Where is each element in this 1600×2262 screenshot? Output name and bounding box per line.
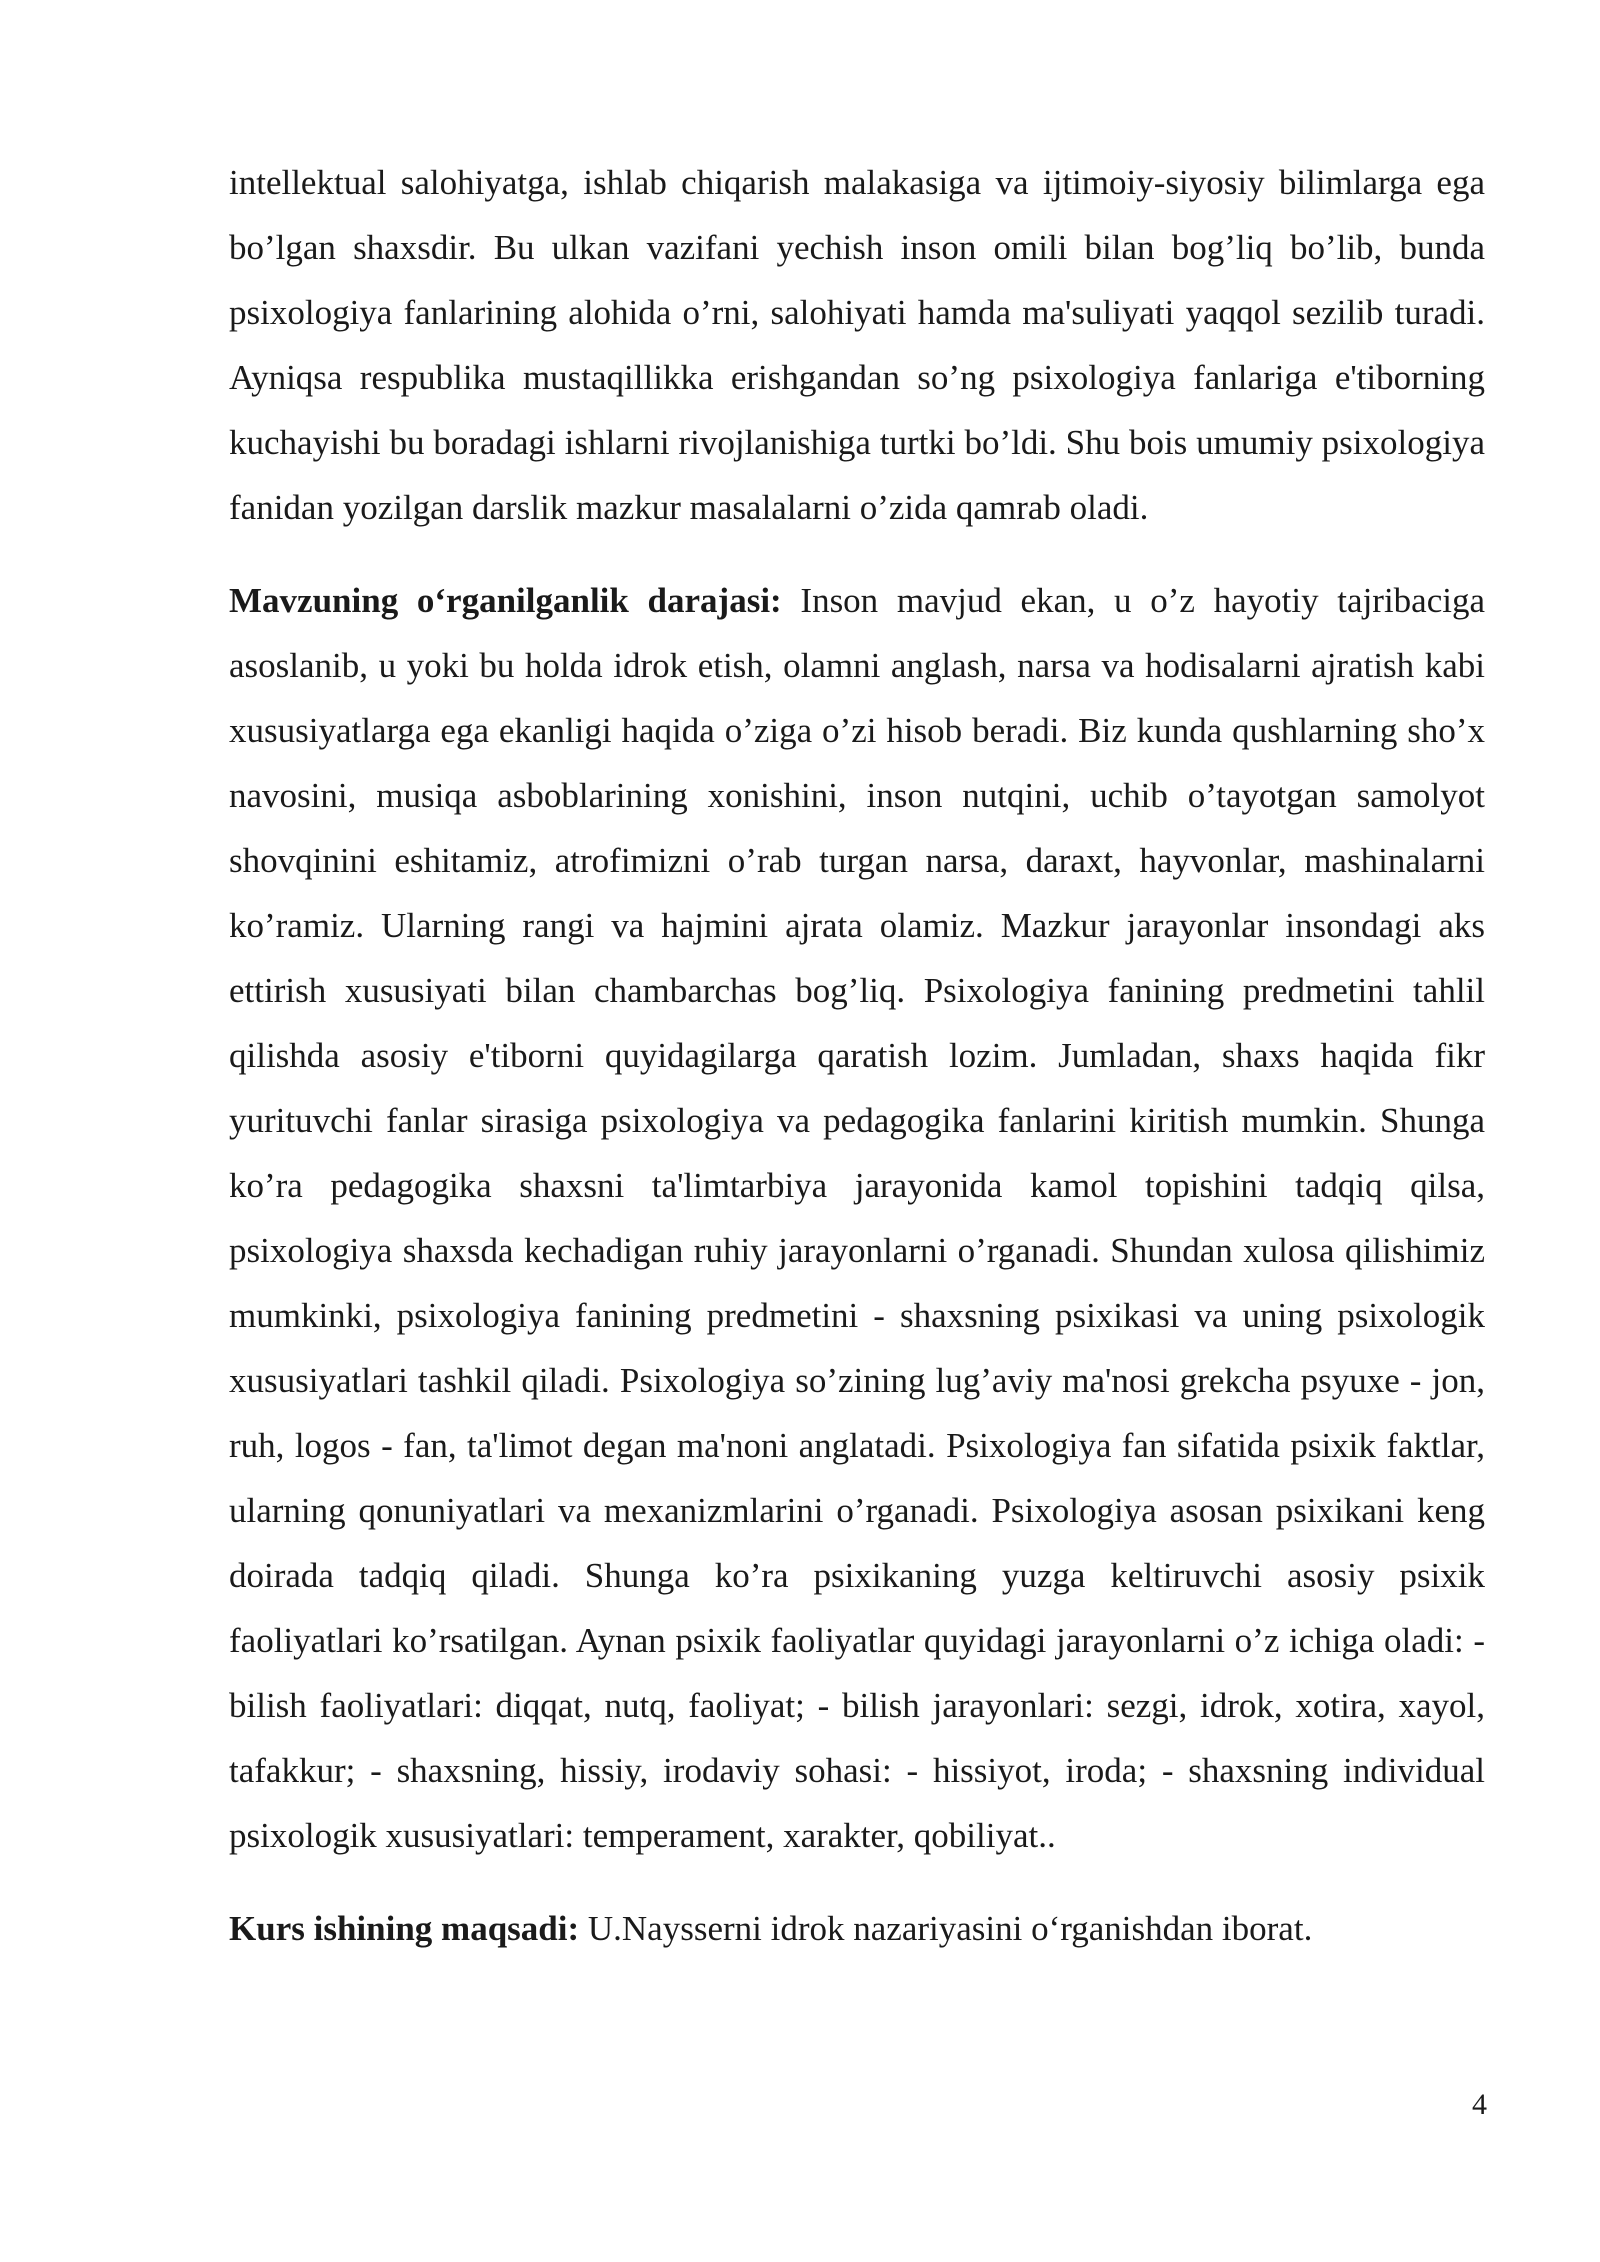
paragraph-research-level (229, 568, 1485, 1868)
research-level-text: Inson mavjud ekan, u o’z hayotiy tajribaciga asoslanib, u yoki bu holda idrok etish, olamni anglash, narsa va hodisalarni ajratish kabi xususiyatlarga ega ekanligi haqida o’ziga o’zi hisob beradi. Biz kunda qushlarning sho’x navosini, musiqa asboblarining xonishini, inson nutqini, uchib o’tayotgan samolyot shovqinini eshitamiz, atrofimizni o’rab turgan narsa, daraxt, hayvonlar, mashinalarni ko’ramiz. Ularning rangi va hajmini ajrata olamiz. Mazkur jarayonlar insondagi aks ettirish xususiyati bilan chambarchas bog’liq. Psixologiya fanining predmetini tahlil qilishda asosiy e'tiborni quyidagilarga qaratish lozim. Jumladan, shaxs haqida fikr yurituvchi fanlar sirasiga psixologiya va pedagogika fanlarini kiritish mumkin. Shunga ko’ra pedagogika shaxsni ta'limtarbiya jarayonida kamol topishini tadqiq qilsa, psixologiya shaxsda kechadigan ruhiy jarayonlarni o’rganadi. Shundan xulosa qilishimiz mumkinki, psixologiya fanining predmetini - shaxsning psixikasi va uning psixologik xususiyatlari tashkil qiladi. Psixologiya so’zining lug’aviy ma'nosi grekcha psyuxe - jon, ruh, logos - fan, ta'limot degan ma'noni anglatadi. Psixologiya fan sifatida psixik faktlar, ularning qonuniyatlari va mexanizmlarini o’rganadi. Psixologiya asosan psixikani keng doirada tadqiq qiladi. Shunga ko’ra psixikaning yuzga keltiruvchi asosiy psixik faoliyatlari ko’rsatilgan. Aynan psixik faoliyatlar quyidagi jarayonlarni o’z ichiga oladi: - bilish faoliyatlari: diqqat, nutq, faoliyat; - bilish jarayonlari: sezgi, idrok, xotira, xayol, tafakkur; - shaxsning, hissiy, irodaviy sohasi: - hissiyot, iroda; - shaxsning individual psixologik xususiyatlari: temperament, xarakter, qobiliyat.. (229, 581, 1485, 1855)
paragraph-course-goal (229, 1896, 1485, 1961)
page-number: 4 (1472, 2088, 1487, 2121)
research-level-heading: Mavzuning oʻrganilganlik darajasi: (229, 581, 782, 620)
page-body (229, 150, 1485, 1961)
paragraph-intro (229, 150, 1485, 540)
course-goal-heading: Kurs ishining maqsadi: (229, 1909, 580, 1948)
paragraph-intro-text: intellektual salohiyatga, ishlab chiqarish malakasiga va ijtimoiy-siyosiy bilimlarga ega bo’lgan shaxsdir. Bu ulkan vazifani yechish inson omili bilan bog’liq bo’lib, bunda psixologiya fanlarining alohida o’rni, salohiyati hamda ma'suliyati yaqqol sezilib turadi. Ayniqsa respublika mustaqillikka erishgandan so’ng psixologiya fanlariga e'tiborning kuchayishi bu boradagi ishlarni rivojlanishiga turtki bo’ldi. Shu bois umumiy psixologiya fanidan yozilgan darslik mazkur masalalarni o’zida qamrab oladi. (229, 163, 1485, 527)
course-goal-text: U.Naysserni idrok nazariyasini oʻrganishdan iborat. (579, 1909, 1313, 1948)
